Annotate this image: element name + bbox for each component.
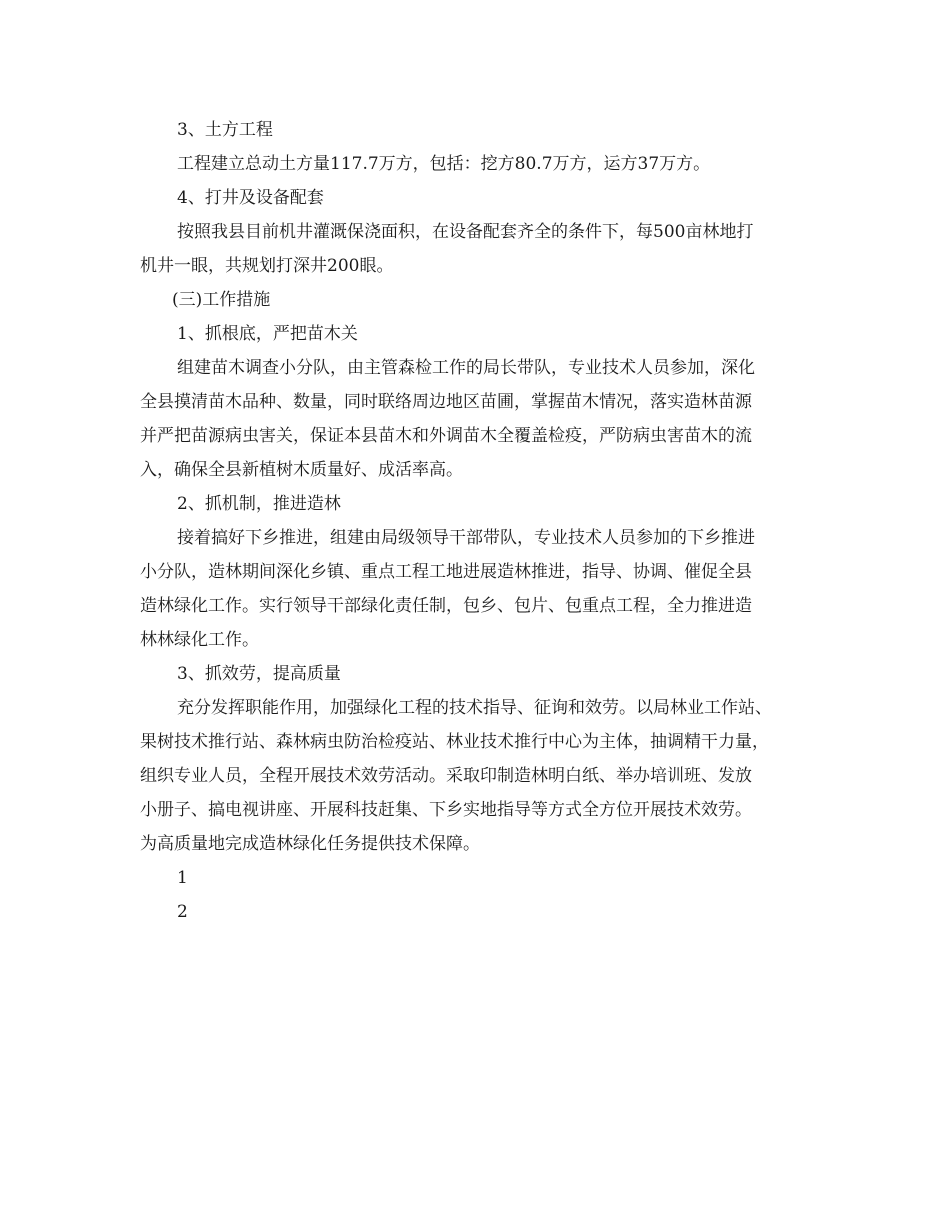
paragraph-line: 组织专业人员，全程开展技术效劳活动。采取印制造林明白纸、举办培训班、发放 [140, 766, 752, 786]
heading-earthwork: 3、土方工程 [177, 120, 273, 140]
paragraph-line: 小册子、搞电视讲座、开展科技赶集、下乡实地指导等方式全方位开展技术效劳。 [140, 800, 752, 820]
paragraph-line: 入，确保全县新植树木质量好、成活率高。 [140, 460, 463, 480]
paragraph-line: 为高质量地完成造林绿化任务提供技术保障。 [140, 834, 480, 854]
paragraph-line: 工程建立总动土方量117.7万方，包括：挖方80.7万方，运方37万方。 [177, 154, 711, 174]
paragraph-line: 全县摸清苗木品种、数量，同时联络周边地区苗圃，掌握苗木情况，落实造林苗源 [140, 392, 752, 412]
paragraph-line: 接着搞好下乡推进，组建由局级领导干部带队，专业技术人员参加的下乡推进 [177, 528, 755, 548]
paragraph-line: 果树技术推行站、森林病虫防治检疫站、林业技术推行中心为主体，抽调精干力量， [140, 732, 769, 752]
heading-well-drilling: 4、打井及设备配套 [177, 188, 324, 208]
paragraph-line: 机井一眼，共规划打深井200眼。 [140, 256, 394, 276]
paragraph-line: 小分队，造林期间深化乡镇、重点工程工地进展造林推进，指导、协调、催促全县 [140, 562, 752, 582]
paragraph-line: 并严把苗源病虫害关，保证本县苗木和外调苗木全覆盖检疫，严防病虫害苗木的流 [140, 426, 752, 446]
heading-mechanism: 2、抓机制，推进造林 [177, 494, 341, 514]
page-number: 1 [177, 868, 188, 888]
paragraph-line: 林林绿化工作。 [140, 630, 259, 650]
page-number: 2 [177, 902, 188, 922]
heading-service: 3、抓效劳，提高质量 [177, 664, 341, 684]
paragraph-line: 组建苗木调查小分队，由主管森检工作的局长带队，专业技术人员参加，深化 [177, 358, 755, 378]
paragraph-line: 按照我县目前机井灌溉保浇面积，在设备配套齐全的条件下，每500亩林地打 [177, 222, 754, 242]
document-page [140, 113, 820, 929]
heading-seedlings: 1、抓根底，严把苗木关 [177, 324, 358, 344]
paragraph-line: 充分发挥职能作用，加强绿化工程的技术指导、征询和效劳。以局林业工作站、 [177, 698, 772, 718]
heading-work-measures: (三)工作措施 [172, 290, 271, 310]
paragraph-line: 造林绿化工作。实行领导干部绿化责任制，包乡、包片、包重点工程，全力推进造 [140, 596, 752, 616]
